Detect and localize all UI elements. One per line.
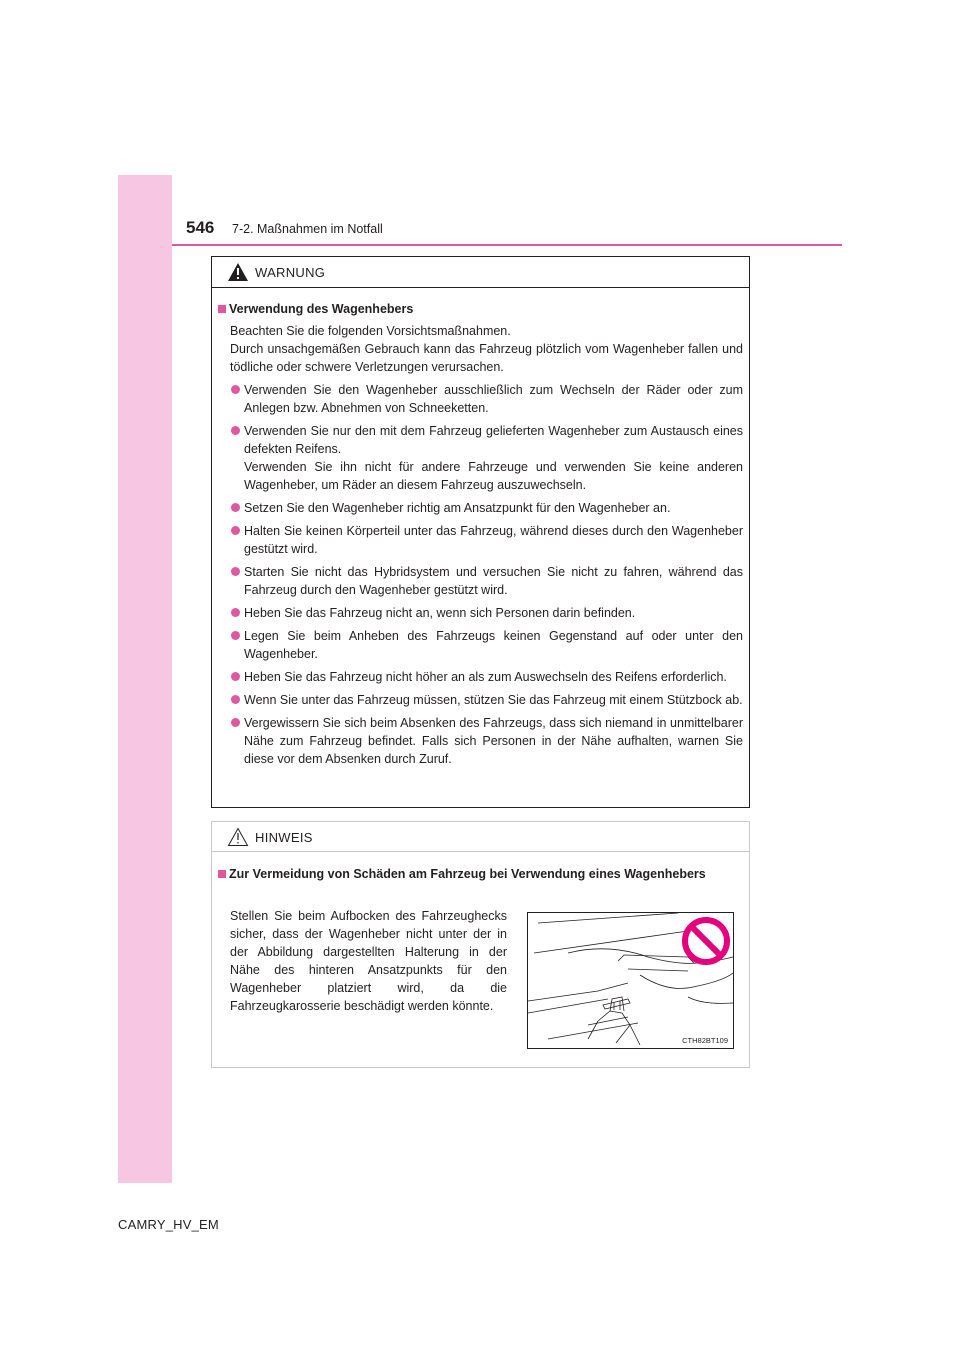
header-rule: [172, 244, 842, 246]
notice-heading: [218, 866, 743, 883]
list-item: Heben Sie das Fahrzeug nicht höher an als zum Auswechseln des Reifens erforderlich.: [218, 668, 743, 686]
circle-bullet-icon: [231, 526, 240, 535]
notice-heading-text: Zur Vermeidung von Schäden am Fahrzeug bei Verwendung eines Wagenhebers: [229, 867, 706, 881]
section-title: 7-2. Maßnahmen im Notfall: [232, 222, 383, 236]
warning-triangle-icon: [227, 262, 249, 282]
circle-bullet-icon: [231, 503, 240, 512]
square-bullet-icon: [218, 305, 226, 313]
notice-header: [212, 822, 749, 852]
notice-body: [212, 852, 749, 883]
circle-bullet-icon: [231, 672, 240, 681]
circle-bullet-icon: [231, 385, 240, 394]
list-item: Verwenden Sie den Wagenheber ausschließlich zum Wechseln der Räder oder zum Anlegen bzw. Abnehmen von Schneeketten.: [218, 381, 743, 417]
square-bullet-icon: [218, 870, 226, 878]
list-item: Starten Sie nicht das Hybridsystem und versuchen Sie nicht zu fahren, während das Fahrzeug durch den Wagenheber gestützt wird.: [218, 563, 743, 599]
jack-point-illustration: [527, 912, 734, 1049]
page-number: 546: [186, 218, 215, 237]
prohibition-sign-icon: [685, 920, 727, 962]
circle-bullet-icon: [231, 608, 240, 617]
caution-triangle-icon: [227, 827, 249, 847]
circle-bullet-icon: [231, 567, 240, 576]
list-item: Vergewissern Sie sich beim Absenken des Fahrzeugs, dass sich niemand in unmittelbarer Nähe zum Fahrzeug befindet. Falls sich Personen in der Nähe aufhalten, warnen Sie diese vor dem Absenken durch Zuruf.: [218, 714, 743, 768]
warning-heading-text: Verwendung des Wagenhebers: [229, 302, 414, 316]
list-item: Halten Sie keinen Körperteil unter das Fahrzeug, während dieses durch den Wagenheber gestützt wird.: [218, 522, 743, 558]
warning-intro-1: Beachten Sie die folgenden Vorsichtsmaßnahmen.: [230, 324, 511, 338]
warning-label: WARNUNG: [255, 265, 326, 280]
notice-label: HINWEIS: [255, 830, 313, 845]
sidebar-tab: [118, 175, 172, 1183]
warning-header: [212, 257, 749, 288]
figure-code: CTH82BT109: [682, 1036, 728, 1045]
circle-bullet-icon: [231, 695, 240, 704]
warning-body: [212, 288, 749, 768]
circle-bullet-icon: [231, 631, 240, 640]
warning-heading: [218, 301, 743, 318]
warning-box: [211, 256, 750, 808]
list-item: Heben Sie das Fahrzeug nicht an, wenn sich Personen darin befinden.: [218, 604, 743, 622]
circle-bullet-icon: [231, 718, 240, 727]
notice-text: Stellen Sie beim Aufbocken des Fahrzeughecks sicher, dass der Wagenheber nicht unter der in der Abbildung dargestellten Halterung in der Nähe des hinteren Ansatzpunkts für den Wagenheber platziert wird, da die Fahrzeugkarosserie beschädigt werden könnte.: [230, 909, 507, 1013]
warning-bullet-list: [218, 381, 743, 768]
notice-box: [211, 821, 750, 1068]
footer-model-code: CAMRY_HV_EM: [118, 1217, 219, 1232]
warning-intro-2: Durch unsachgemäßen Gebrauch kann das Fahrzeug plötzlich vom Wagenheber fallen und tödliche oder schwere Verletzungen verursachen.: [230, 342, 743, 374]
jack-illustration-drawing: [528, 913, 733, 1048]
list-item: Verwenden Sie nur den mit dem Fahrzeug gelieferten Wagenheber zum Austausch eines defekten Reifens. Verwenden Sie ihn nicht für andere Fahrzeuge und verwenden Sie keine anderen Wagenheber, um Räder an diesem Fahrzeug auszuwechseln.: [218, 422, 743, 494]
list-item: Legen Sie beim Anheben des Fahrzeugs keinen Gegenstand auf oder unter den Wagenheber.: [218, 627, 743, 663]
list-item: Setzen Sie den Wagenheber richtig am Ansatzpunkt für den Wagenheber an.: [218, 499, 743, 517]
circle-bullet-icon: [231, 426, 240, 435]
list-item: Wenn Sie unter das Fahrzeug müssen, stützen Sie das Fahrzeug mit einem Stützbock ab.: [218, 691, 743, 709]
